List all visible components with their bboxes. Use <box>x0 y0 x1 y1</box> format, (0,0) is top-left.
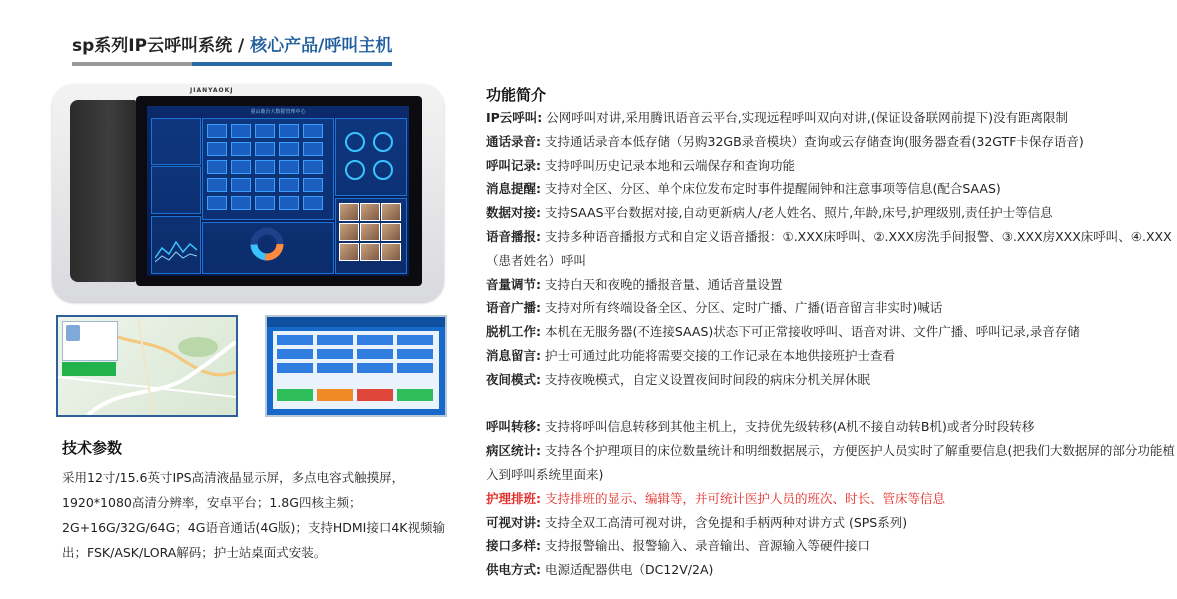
feature-item <box>486 296 1176 320</box>
features-heading: 功能简介 <box>486 86 547 104</box>
feature-label: 语音播报: <box>486 228 541 244</box>
tech-heading: 技术参数 <box>62 439 123 457</box>
feature-item <box>486 177 1176 201</box>
grid-cell <box>357 335 393 345</box>
caller-card <box>62 321 118 361</box>
grid-cell <box>277 335 313 345</box>
bed-cell <box>255 124 275 138</box>
feature-item <box>486 273 1176 297</box>
bed-cell <box>207 160 227 174</box>
bed-cell <box>279 124 299 138</box>
feature-label: 供电方式: <box>486 562 541 578</box>
bed-cell <box>207 142 227 156</box>
bed-cell <box>279 196 299 210</box>
grid-cell <box>277 349 313 359</box>
bed-cell <box>279 178 299 192</box>
feature-label: 音量调节: <box>486 276 541 292</box>
feature-item <box>486 344 1176 368</box>
page-title <box>72 31 392 56</box>
bed-cell <box>303 142 323 156</box>
bed-cell <box>255 196 275 210</box>
bed-cell <box>255 178 275 192</box>
grid-status-cell <box>277 389 313 401</box>
screen-panel-stats <box>151 166 201 214</box>
feature-item <box>486 225 1176 273</box>
grid-cell <box>357 349 393 359</box>
bed-cell <box>231 160 251 174</box>
feature-text: 支持排班的显示、编辑等，并可统计医护人员的班次、时长、管床等信息 <box>544 490 945 506</box>
feature-text: 护士可通过此功能将需要交接的工作记录在本地供接班护士查看 <box>544 347 895 363</box>
feature-label: 消息留言: <box>486 347 541 363</box>
bed-cell <box>231 178 251 192</box>
feature-label: 脱机工作: <box>486 324 541 340</box>
thumbnail-bed-grid <box>265 315 447 417</box>
feature-list <box>486 106 1176 582</box>
grid-cell <box>357 363 393 373</box>
grid-cell <box>397 363 433 373</box>
photo-tile <box>339 203 359 221</box>
handset <box>70 100 136 282</box>
grid-cell <box>397 349 433 359</box>
feature-text: 本机在无服务器(不连接SAAS)状态下可正常接收呼叫、语音对讲、文件广播、呼叫记录,录音存储 <box>544 324 1080 340</box>
grid-header <box>267 317 445 327</box>
feature-text: 支持多种语音播报方式和自定义语音播报：①.XXX床呼叫、②.XXX房洗手间报警、③.XXX房XXX床呼叫、④.XXX（患者姓名）呼叫 <box>486 228 1172 268</box>
grid-cell <box>317 349 353 359</box>
feature-text: 支持白天和夜晚的播报音量、通话音量设置 <box>544 276 783 292</box>
photo-tile <box>360 223 380 241</box>
screen-panel-profile <box>151 118 201 165</box>
grid-cell <box>317 335 353 345</box>
feature-item <box>486 558 1176 582</box>
page-title-main: sp系列IP云呼叫系统 / <box>72 36 251 56</box>
feature-text: 支持通话录音本低存储（另购32GB录音模块）查询或云存储查询(服务器查看(32GTF卡保存语音) <box>544 133 1084 149</box>
feature-label: 语音广播: <box>486 300 541 316</box>
bed-cell <box>303 178 323 192</box>
feature-text: 支持SAAS平台数据对接,自动更新病人/老人姓名、照片,年龄,床号,护理级别,责任护士等信息 <box>544 205 1053 221</box>
feature-text: 公网呼叫对讲,采用腾讯语音云平台,实现远程呼叫双向对讲,(保证设备联网前提下)没有距离限制 <box>546 110 1068 125</box>
feature-label: 消息提醒: <box>486 181 541 197</box>
grid-cell <box>317 363 353 373</box>
feature-item <box>486 106 1176 130</box>
bed-cell <box>231 124 251 138</box>
avatar <box>66 325 80 341</box>
feature-item <box>486 511 1176 535</box>
feature-item-highlight <box>486 487 1176 511</box>
tech-description: 采用12寸/15.6英寸IPS高清液晶显示屏，多点电容式触摸屏，1920*1080高清分辨率，安卓平台；1.8G四核主频；2G+16G/32G/64G；4G语音通话(4G版)；支持HDMI接口4K视频输出；FSK/ASK/LORA解码；护士站桌面式安装。 <box>62 470 445 560</box>
bed-cell <box>303 196 323 210</box>
feature-label: 数据对接: <box>486 205 541 221</box>
bed-cell <box>255 160 275 174</box>
feature-text: 支持各个护理项目的床位数量统计和明细数据展示，方便医护人员实时了解重要信息(把我们大数据屏的部分功能植入到呼叫系统里面来) <box>486 443 1175 482</box>
feature-text: 支持呼叫历史记录本地和云端保存和查询功能 <box>544 157 795 173</box>
feature-text: 支持全双工高清可视对讲，含免提和手柄两种对讲方式 (SPS系列) <box>544 514 908 530</box>
feature-label: IP云呼叫: <box>486 110 543 125</box>
feature-label: 呼叫记录: <box>486 157 541 173</box>
feature-item <box>486 534 1176 558</box>
photo-tile <box>360 243 380 261</box>
feature-text: 支持对所有终端设备全区、分区、定时广播、广播(语音留言非实时)喊话 <box>544 300 943 316</box>
feature-label: 夜间模式: <box>486 371 541 387</box>
feature-label: 护理排班: <box>486 490 541 506</box>
title-underline-accent <box>192 62 392 66</box>
grid-status-cell <box>317 389 353 401</box>
photo-tile <box>381 203 401 221</box>
bed-cell <box>207 178 227 192</box>
photo-tile <box>381 243 401 261</box>
bed-cell <box>255 142 275 156</box>
ring-chart-icon <box>247 224 287 264</box>
feature-item <box>486 415 1176 439</box>
device-brand-logo: JIANYAOKJ <box>190 87 234 94</box>
bed-cell <box>207 196 227 210</box>
feature-text: 支持对全区、分区、单个床位发布定时事件提醒闹钟和注意事项等信息(配合SAAS) <box>544 181 1001 197</box>
photo-tile <box>339 243 359 261</box>
grid-cell <box>397 335 433 345</box>
feature-spacer <box>486 392 1176 416</box>
feature-text: 支持报警输出、报警输入、录音输出、音源输入等硬件接口 <box>544 538 870 554</box>
feature-item <box>486 130 1176 154</box>
grid-body <box>273 331 439 409</box>
feature-item <box>486 201 1176 225</box>
bed-cell <box>231 196 251 210</box>
feature-item <box>486 368 1176 392</box>
grid-status-cell <box>397 389 433 401</box>
feature-label: 接口多样: <box>486 538 541 554</box>
photo-tile <box>381 223 401 241</box>
answer-button[interactable] <box>62 362 116 376</box>
line-chart-icon <box>155 234 197 264</box>
title-underline <box>72 62 392 66</box>
bed-cell <box>207 124 227 138</box>
feature-label: 可视对讲: <box>486 514 541 530</box>
feature-label: 通话录音: <box>486 133 541 149</box>
device-screen <box>147 106 409 276</box>
gauge-icons <box>341 126 399 186</box>
screen-title: 重山鹿台大数据管理中心 <box>250 109 306 115</box>
feature-label: 病区统计: <box>486 443 541 459</box>
bed-cell <box>231 142 251 156</box>
feature-text: 电源适配器供电（DC12V/2A) <box>544 562 714 578</box>
thumbnail-map-call <box>56 315 238 417</box>
page-title-sub: 核心产品/呼叫主机 <box>250 36 393 56</box>
grid-status-cell <box>357 389 393 401</box>
bed-cell <box>303 124 323 138</box>
feature-item <box>486 154 1176 178</box>
feature-text: 支持将呼叫信息转移到其他主机上，支持优先级转移(A机不接自动转B机)或者分时段转移 <box>544 419 1035 435</box>
photo-tile <box>339 223 359 241</box>
feature-text: 支持夜晚模式，自定义设置夜间时间段的病床分机关屏休眠 <box>544 371 870 387</box>
grid-cell <box>277 363 313 373</box>
bed-cell <box>279 142 299 156</box>
photo-tile <box>360 203 380 221</box>
feature-item <box>486 439 1176 487</box>
call-host-device-image <box>52 84 444 302</box>
feature-item <box>486 320 1176 344</box>
bed-cell <box>303 160 323 174</box>
feature-label: 呼叫转移: <box>486 419 541 435</box>
bed-cell <box>279 160 299 174</box>
